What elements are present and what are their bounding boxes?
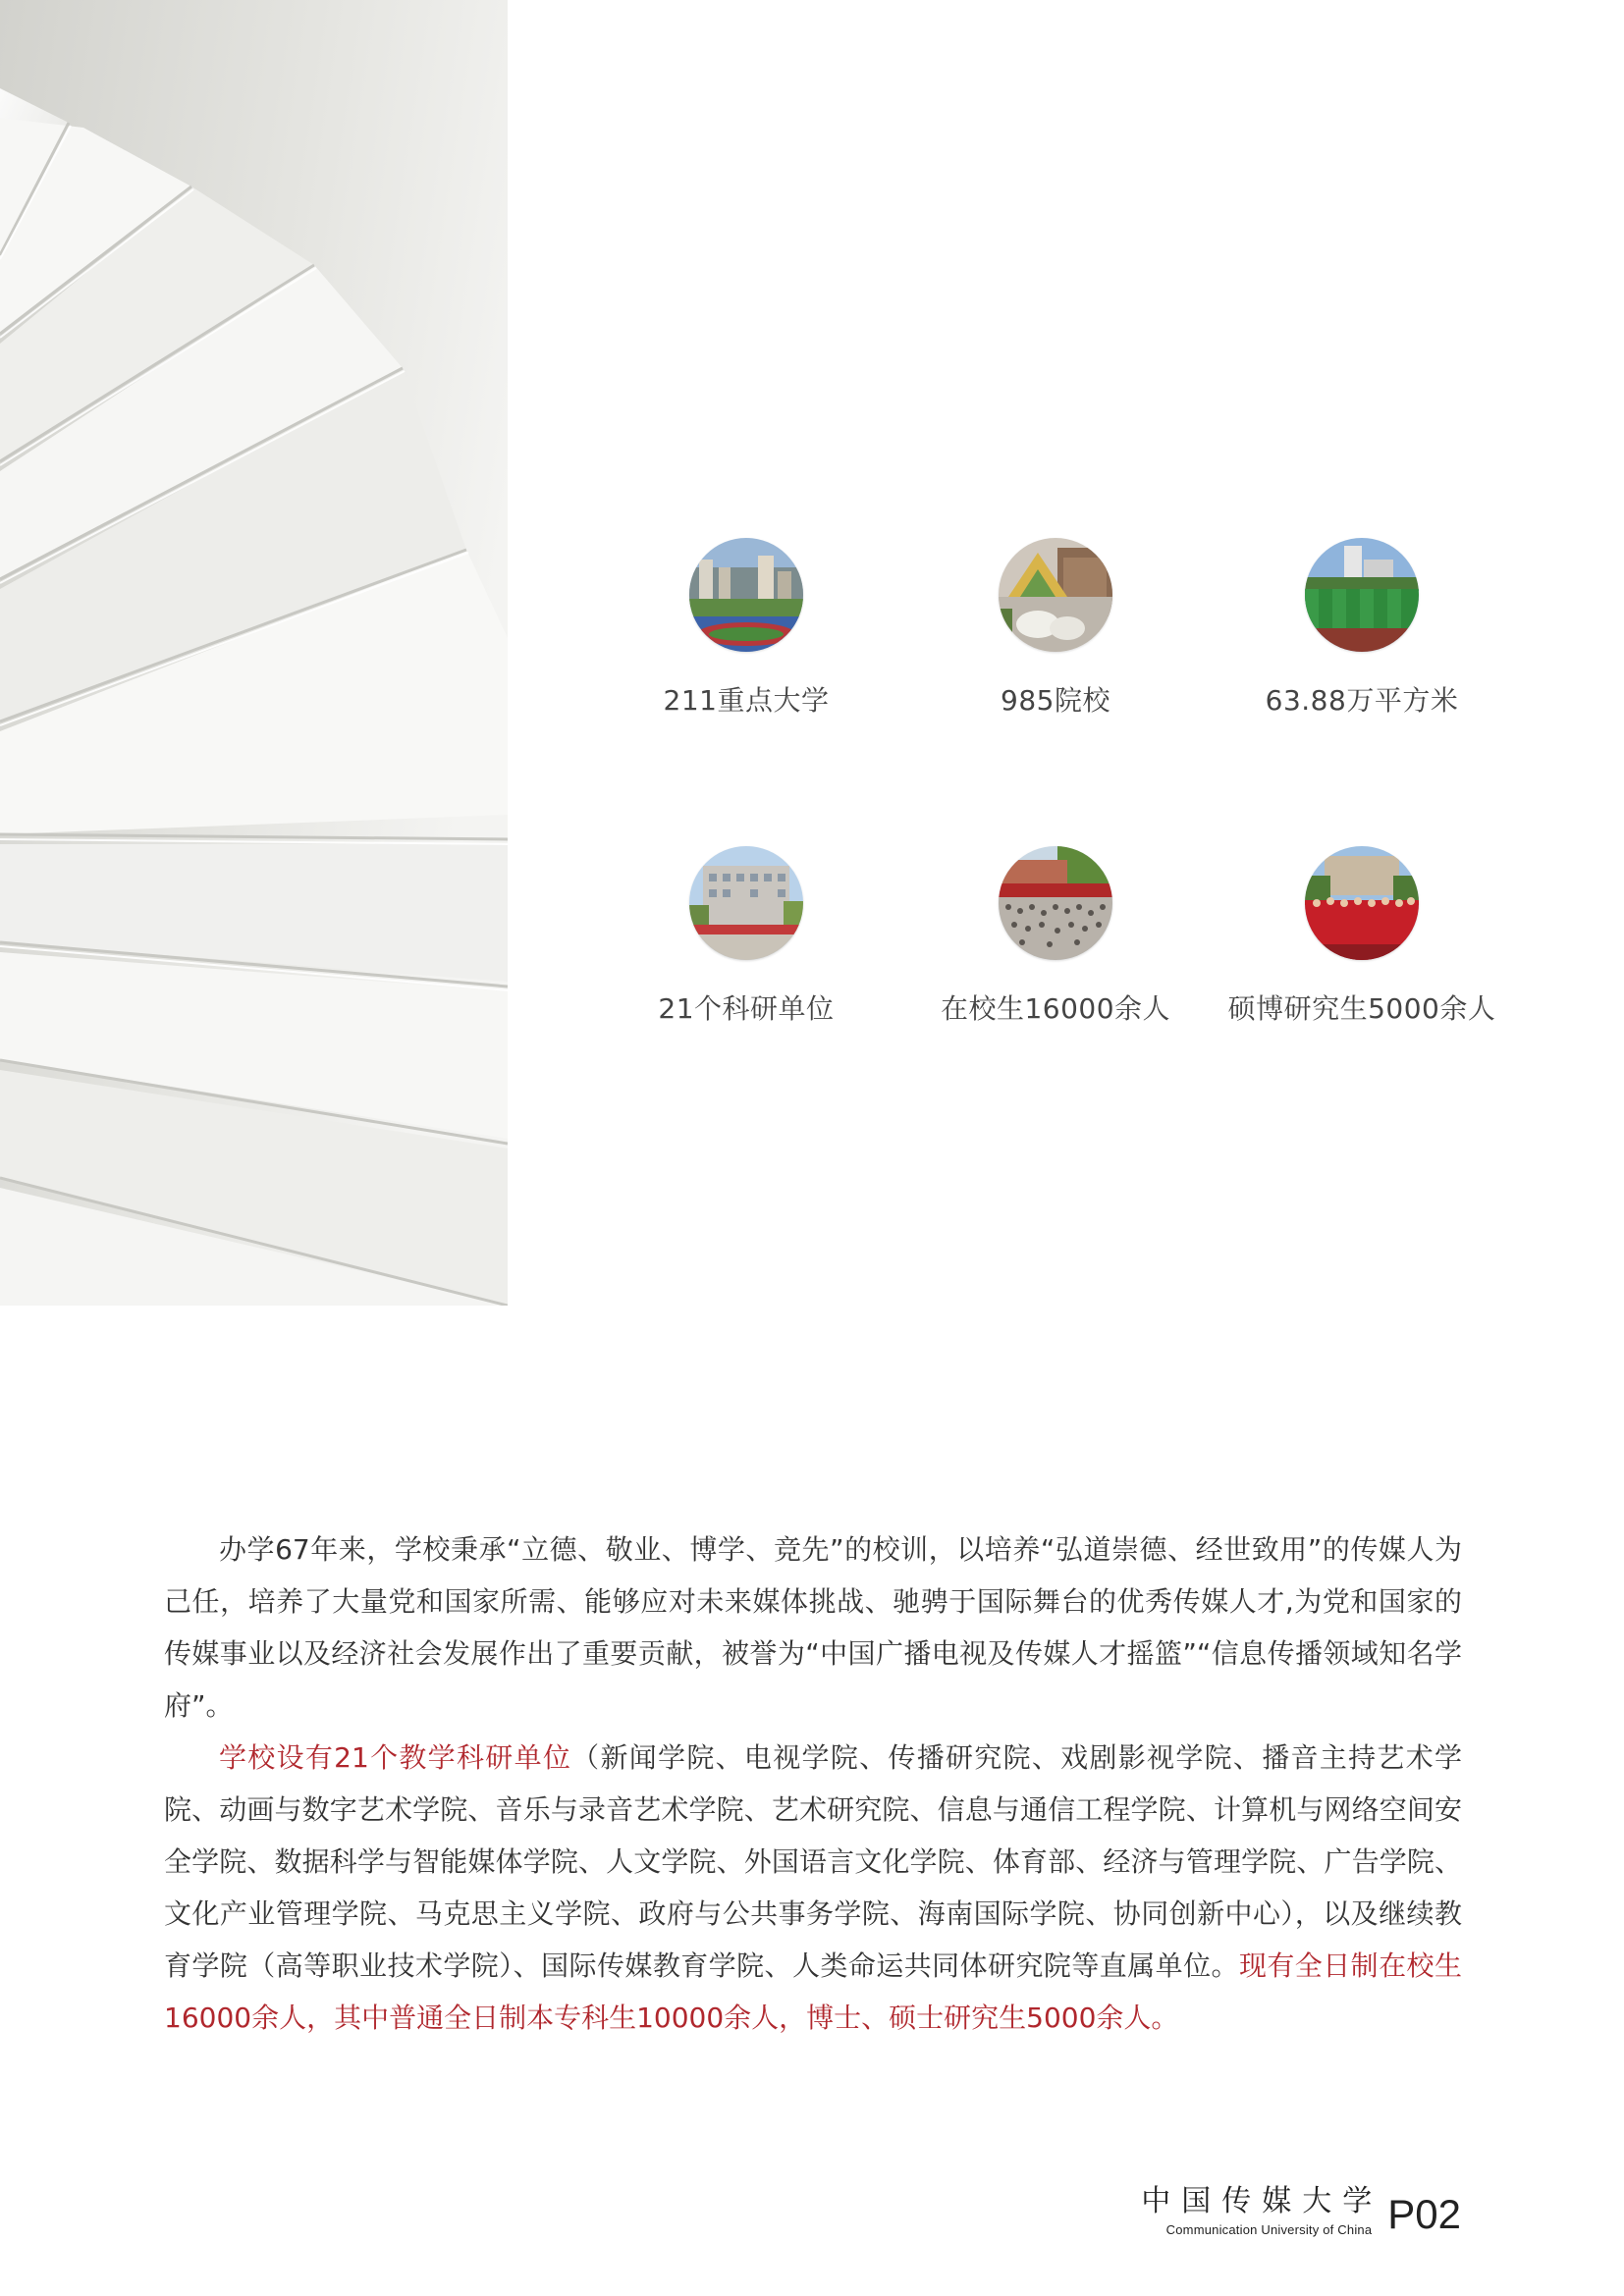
highlight-enrollment: 现有全日制在校生16000余人，其中普通全日制本专科生10000余人，博士、硕士研究生5000余人。	[164, 1949, 1462, 2034]
campus-aerial-photo-icon	[689, 538, 803, 652]
stat-label: 硕博研究生5000余人	[1227, 992, 1496, 1025]
paragraph-history: 办学67年来，学校秉承“立德、敬业、博学、竞先”的校训，以培养“弘道崇德、经世致用”的传媒人为己任，培养了大量党和国家所需、能够应对未来媒体挑战、驰骋于国际舞台的优秀传媒人才,为党和国家的传媒事业以及经济社会发展作出了重要贡献，被誉为“中国广播电视及传媒人才摇篮”“信息传播领域知名学府”。	[164, 1533, 1462, 1722]
stat-area	[1205, 538, 1519, 719]
stat-label: 在校生16000余人	[940, 992, 1171, 1025]
stat-label: 211重点大学	[663, 684, 830, 717]
sports-field-photo-icon	[1305, 538, 1419, 652]
page-footer	[1141, 2184, 1461, 2237]
hero-architecture-image	[0, 0, 508, 1306]
student-crowd-photo-icon	[999, 846, 1112, 960]
introduction-text	[164, 1523, 1462, 2044]
stat-label: 21个科研单位	[658, 992, 835, 1025]
research-building-photo-icon	[689, 846, 803, 960]
stat-label: 985院校	[1001, 684, 1110, 717]
university-brand	[1141, 2184, 1383, 2237]
units-list: （新闻学院、电视学院、传播研究院、戏剧影视学院、播音主持艺术学院、动画与数字艺术学院、音乐与录音艺术学院、艺术研究院、信息与通信工程学院、计算机与网络空间安全学院、数据科学与智能媒体学院、人文学院、外国语言文化学院、体育部、经济与管理学院、广告学院、文化产业管理学院、马克思主义学院、政府与公共事务学院、海南国际学院、协同创新中心），以及继续教育学院（高等职业技术学院）、国际传媒教育学院、人类命运共同体研究院等直属单位。	[164, 1741, 1462, 1982]
university-name-cn: 中国传媒大学	[1141, 2184, 1383, 2218]
graduate-group-photo-icon	[1305, 846, 1419, 960]
page-number: P02	[1387, 2191, 1461, 2237]
highlight-units: 学校设有21个教学科研单位	[219, 1741, 572, 1774]
stat-label: 63.88万平方米	[1265, 684, 1459, 717]
university-name-en: Communication University of China	[1165, 2222, 1373, 2237]
stat-graduates	[1205, 846, 1519, 1027]
stat-985	[898, 538, 1213, 719]
stat-students	[898, 846, 1213, 1027]
stat-211	[589, 538, 903, 719]
campus-building-photo-icon	[999, 538, 1112, 652]
stat-research-units	[589, 846, 903, 1027]
paragraph-units	[164, 1732, 1462, 2044]
